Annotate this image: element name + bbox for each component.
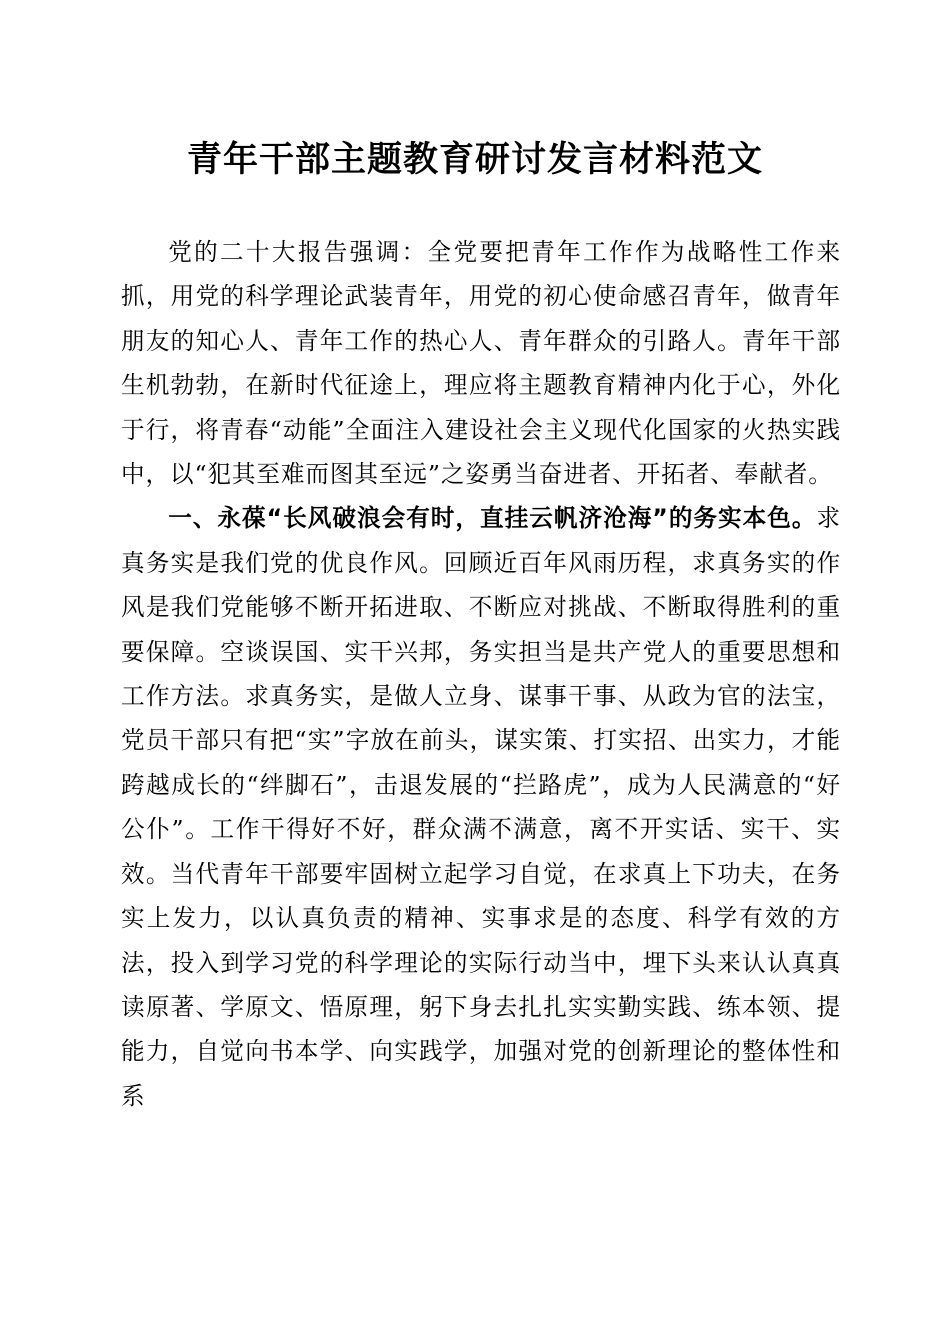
section-1-paragraph [121,496,841,1118]
document-title: 青年干部主题教育研讨发言材料范文 [186,139,763,180]
section-1-heading: 一、永葆“长风破浪会有时，直挂云帆济沧海”的务实本色。 [168,504,817,533]
document-body [121,230,841,1118]
section-1-body: 求真务实是我们党的优良作风。回顾近百年风雨历程，求真务实的作风是我们党能够不断开拓进取、不断应对挑战、不断取得胜利的重要保障。空谈误国、实干兴邦，务实担当是共产党人的重要思想和工作方法。求真务实，是做人立身、谋事干事、从政为官的法宝，党员干部只有把“实”字放在前头，谋实策、打实招、出实力，才能跨越成长的“绊脚石”，击退发展的“拦路虎”，成为人民满意的“好公仆”。工作干得好不好，群众满不满意，离不开实话、实干、实效。当代青年干部要牢固树立起学习自觉，在求真上下功夫，在务实上发力，以认真负责的精神、实事求是的态度、科学有效的方法，投入到学习党的科学理论的实际行动当中，埋下头来认认真真读原著、学原文、悟原理，躬下身去扎扎实实勤实践、练本领、提能力，自觉向书本学、向实践学，加强对党的创新理论的整体性和系 [121,504,841,1110]
intro-paragraph: 党的二十大报告强调：全党要把青年工作作为战略性工作来抓，用党的科学理论武装青年，用党的初心使命感召青年，做青年朋友的知心人、青年工作的热心人、青年群众的引路人。青年干部生机勃勃，在新时代征途上，理应将主题教育精神内化于心，外化于行，将青春“动能”全面注入建设社会主义现代化国家的火热实践中，以“犯其至难而图其至远”之姿勇当奋进者、开拓者、奉献者。 [121,238,841,489]
